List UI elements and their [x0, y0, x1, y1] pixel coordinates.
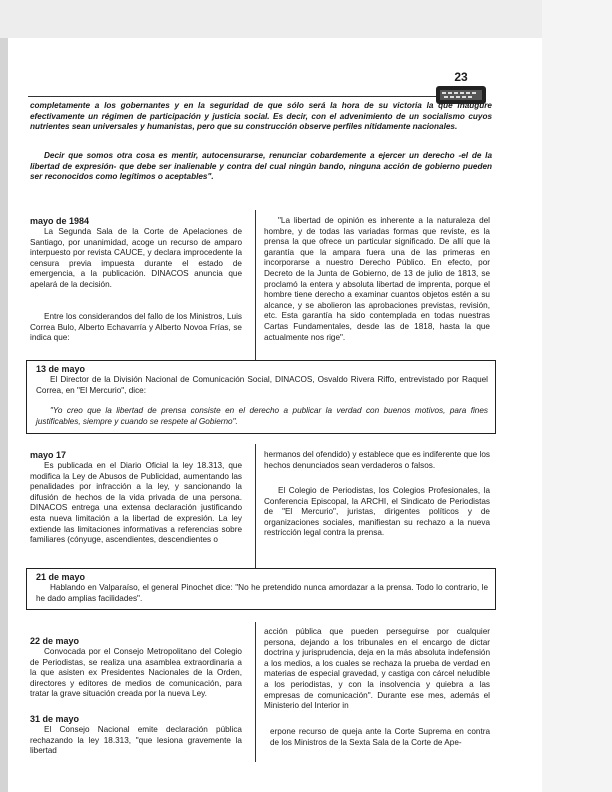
mayo-17-reactions-paragraph: El Colegio de Periodistas, los Colegios Profesionales, la Conferencia Episcopal, la ARCHI, el Sindicato de Periodistas de "El Mercurio", juristas, dirigentes políticos y de organizaciones sociales, manifiestan su rechazo a la nueva restricción legal contra la prensa.: [264, 486, 490, 538]
mayo-17-right-paragraph: hermanos del ofendido) y establece que es indiferente que los hechos denunciados sean verdaderos o falsos.: [264, 450, 490, 470]
mayo-1984-considerandos: Entre los considerandos del fallo de los Ministros, Luis Correa Bulo, Alberto Echavarría y Alberto Novoa Frías, se indica que:: [30, 312, 242, 343]
intro-quote-paragraph: Decir que somos otra cosa es mentir, autocensurarse, renunciar cobardemente a ejercer un derecho -el de la libertad de expresión- que debe ser inalienable y contra del cual ningún bando, ninguna acción de gobierno pueden ser reconocidos como legítimos o aceptables".: [30, 151, 492, 182]
scan-left-edge: [0, 38, 8, 792]
mayo-31-paragraph: El Consejo Nacional emite declaración pública rechazando la ley 18.313, "que lesiona gravemente la libertad: [30, 725, 242, 756]
header-rule: [28, 96, 436, 97]
page-number: 23: [454, 70, 468, 84]
mayo-22-right-continuation: erpone recurso de queja ante la Corte Suprema en contra de los Ministros de la Sexta Sala de la Corte de Ape-: [270, 727, 490, 747]
scan-right-margin: [542, 0, 612, 792]
intro-paragraph: completamente a los gobernantes y en la seguridad de que sólo será la hora de su victoria la que inaugure efectivamente un régimen de participación y justicia social. Es decir, con el advenimiento de un socialismo cuyos nutrientes sean universales y humanistas, pero que su construcción observe perfiles nítidamente nacionales.: [30, 101, 492, 132]
column-divider: [255, 210, 256, 360]
mayo-1984-quote: "La libertad de opinión es inherente a la naturaleza del hombre, y de todas las variadas formas que reviste, es la prensa la que ofrece un particular significado. De allí que la garantía que la ampara fuera una de las primeras en incorporarse a nuestro Derecho Público. En efecto, por Decreto de la Junta de Gobierno, de 13 de julio de 1813, se proclamó la entera y absoluta libertad de imprenta, porque el hombre tiene derecho a examinar cuantos objetos estén a su alcance, y se abolieron las aprobaciones previstas, revisión, etc. Esta garantía ha sido contemplada en todas nuestras Cartas Fundamentales, desde las de 1818, hasta la que actualmente nos rige".: [264, 216, 490, 342]
mayo-22-paragraph: Convocada por el Consejo Metropolitano del Colegio de Periodistas, se realiza una asamblea extraordinaria a la que asisten ex Presidentes Nacionales de la Orden, directores y editores de medios de comunicación, para tratar la grave situación creada por la nueva Ley.: [30, 647, 242, 699]
section-heading-mayo-1984: mayo de 1984: [30, 216, 90, 226]
box-13-mayo-text: El Director de la División Nacional de Comunicación Social, DINACOS, Osvaldo Rivera Riffo, entrevistado por Raquel Correa, en "El Mercurio", dice:: [36, 375, 488, 395]
mayo-22-right-paragraph: acción pública que pueden perseguirse por cualquier persona, dejando a los tribunales en el encargo de dictar doctrina y jurisprudencia, deja en la más absoluta indefensión a los medios, a los cuales se rechaza la prueba de verdad en materias de especial gravedad, y castiga con cárcel neludible a los periodistas, y con la insolvencia y quiebra a las empresas de comunicación". Durante ese mes, además el Ministerio del Interior in: [264, 627, 490, 711]
scan-top-margin: [0, 0, 612, 38]
mayo-17-paragraph: Es publicada en el Diario Oficial la ley 18.313, que modifica la Ley de Abusos de Publicidad, aumentando las penalidades por infracción a la ley, y sancionando la difusión de hechos de la vida privada de una persona. DINACOS entrega una extensa declaración justificando esta nueva limitación a la libertad de expresión. La ley extiende las limitaciones informativas a referencias sobre familiares (cónyuge, ascendientes, descendientes o: [30, 461, 242, 545]
section-heading-31-mayo: 31 de mayo: [30, 714, 80, 724]
column-divider-2: [255, 444, 256, 568]
section-heading-mayo-17: mayo 17: [30, 450, 67, 460]
section-heading-22-mayo: 22 de mayo: [30, 636, 80, 646]
box-13-mayo-quote: "Yo creo que la libertad de prensa consiste en el derecho a publicar la verdad con buenos motivos, para fines justificables, siempre y cuando se respete al Gobierno".: [36, 406, 488, 426]
box-21-mayo-heading: 21 de mayo: [36, 572, 86, 582]
box-13-mayo-heading: 13 de mayo: [36, 364, 86, 374]
column-divider-3: [255, 622, 256, 762]
box-21-mayo-text: Hablando en Valparaíso, el general Pinochet dice: "No he pretendido nunca amordazar a la prensa. Todo lo contrario, le he dado amplias facilidades".: [36, 583, 488, 603]
mayo-1984-paragraph: La Segunda Sala de la Corte de Apelaciones de Santiago, por unanimidad, acoge un recurso de amparo interpuesto por revista CAUCE, y declara improcedente la censura previa impuesta durante el estado de emergencia, a la publicación. DINACOS anuncia que apelará de la decisión.: [30, 227, 242, 289]
